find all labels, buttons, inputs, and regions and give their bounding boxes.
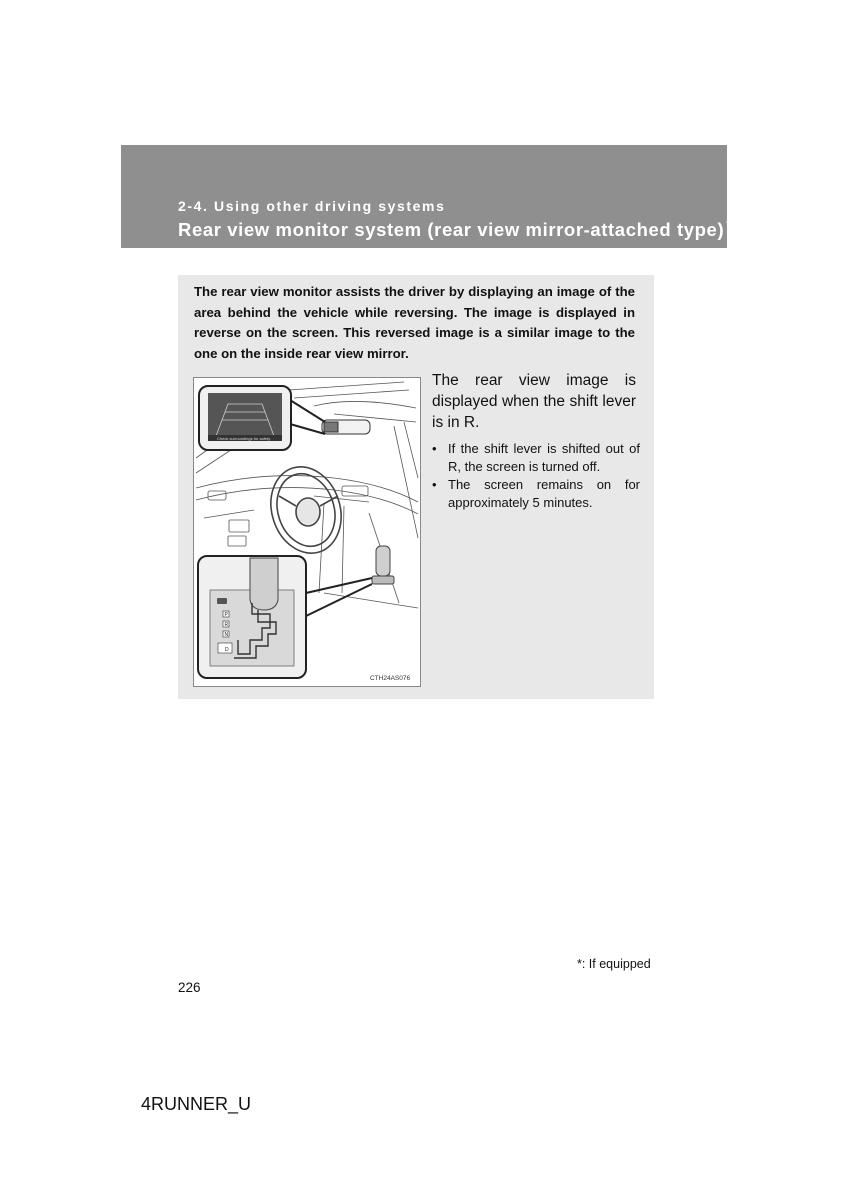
- screen-caption: Check surroundings for safety.: [217, 436, 271, 441]
- illustration: [193, 377, 421, 687]
- if-equipped-mark: *: [726, 219, 732, 231]
- section-label: 2-4. Using other driving systems: [178, 198, 446, 214]
- page-title: [178, 219, 731, 241]
- gear-label-r: R: [224, 622, 229, 628]
- footnote: *: If equipped: [577, 957, 651, 971]
- gear-label-p: P: [224, 612, 228, 618]
- page-title-text: Rear view monitor system (rear view mirror-attached type): [178, 219, 725, 240]
- page-number: 226: [178, 980, 201, 995]
- list-item-text: The screen remains on for approximately 5 minutes.: [448, 477, 640, 510]
- list-item-text: If the shift lever is shifted out of R, the screen is turned off.: [448, 441, 640, 474]
- chapter-header: [121, 145, 732, 248]
- description-text: The rear view image is displayed when the shift lever is in R.: [432, 372, 636, 431]
- bullet-mark: •: [432, 477, 437, 492]
- figure-code: CTH24AS076: [370, 675, 411, 682]
- cabin-illustration: [194, 378, 420, 686]
- gear-label-d: D: [225, 647, 229, 653]
- note-list: [432, 440, 640, 512]
- list-item: [432, 476, 640, 512]
- bullet-mark: •: [432, 441, 437, 456]
- content-panel: [178, 275, 654, 699]
- gear-label-n: N: [224, 632, 229, 638]
- list-item: [432, 440, 640, 476]
- model-code: 4RUNNER_U: [141, 1094, 252, 1114]
- intro-text: The rear view monitor assists the driver by displaying an image of the area behind the vehicle while reversing. The image is displayed in reverse on the screen. This reversed image is a similar image to the one on the inside rear view mirror.: [194, 284, 635, 361]
